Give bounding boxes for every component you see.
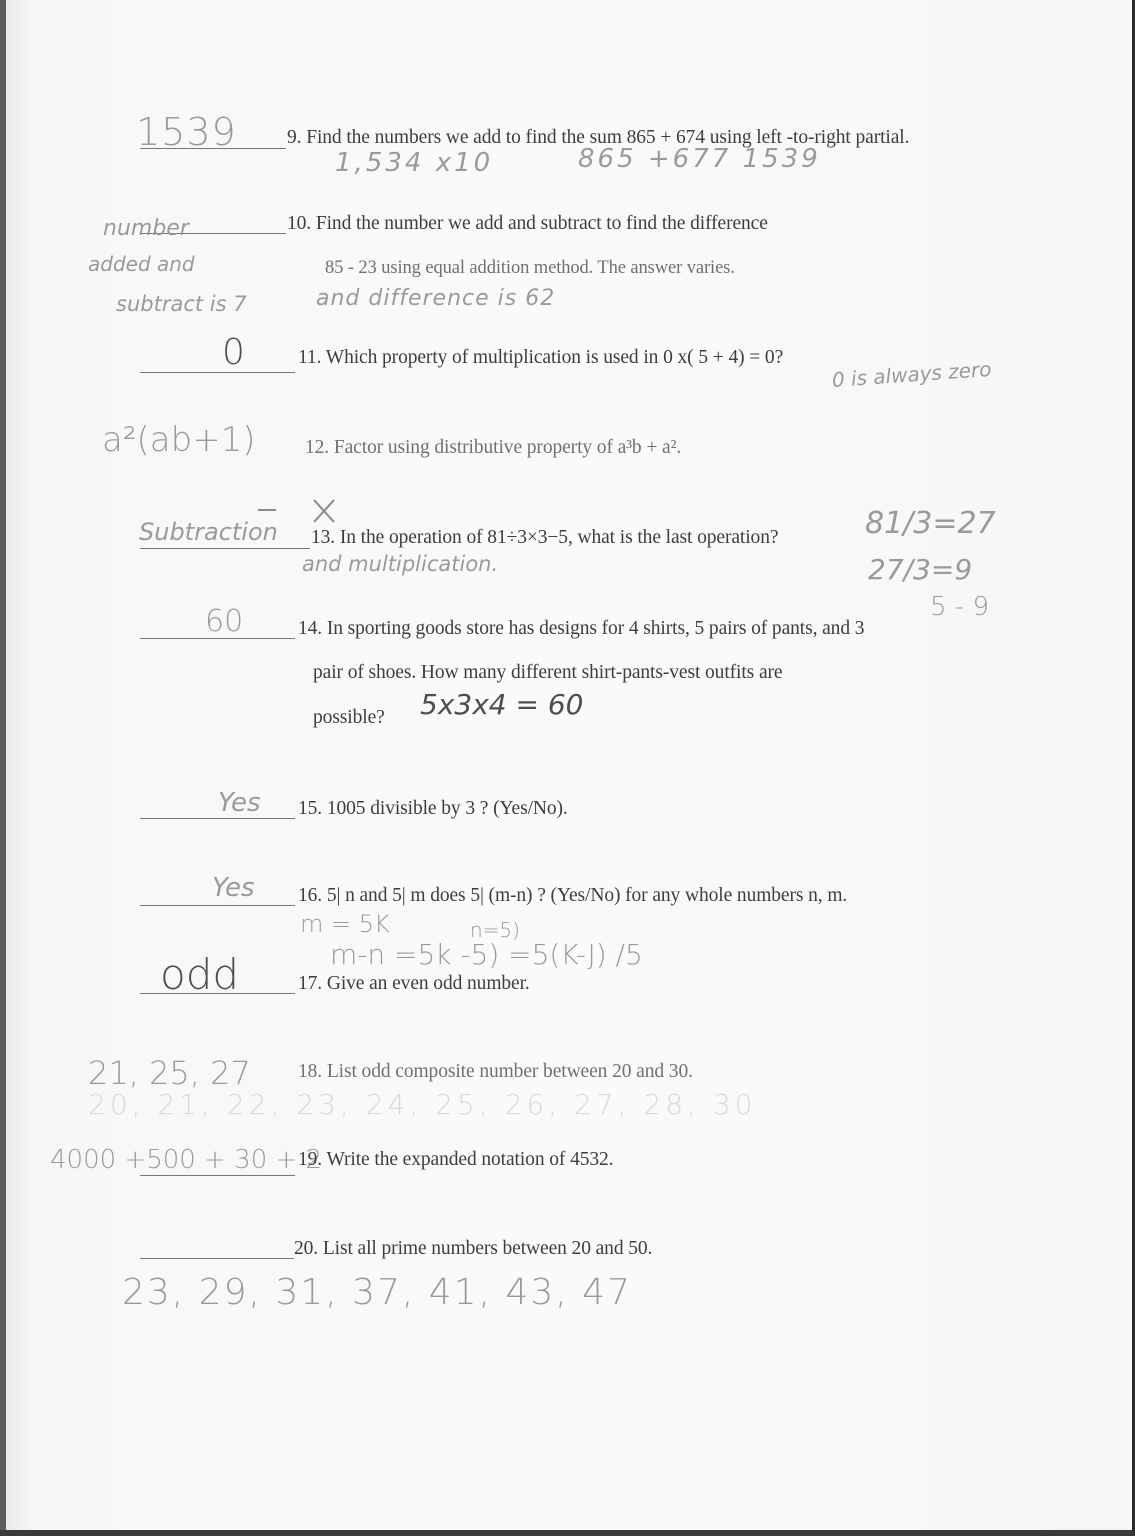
question-20: 20. List all prime numbers between 20 and 50. xyxy=(294,1238,653,1259)
answer-9: 1539 xyxy=(136,110,237,154)
work-16-a: m = 5K xyxy=(300,910,390,938)
question-18: 18. List odd composite number between 20 and 30. xyxy=(298,1061,693,1082)
answer-10-line3: subtract is 7 xyxy=(116,292,247,316)
question-9: 9. Find the numbers we add to find the sum 865 + 674 using left -to-right partial. xyxy=(287,127,910,148)
question-11: 11. Which property of multiplication is used in 0 x( 5 + 4) = 0? xyxy=(298,347,784,368)
answer-10-line2: added and xyxy=(88,252,195,276)
answer-13: Subtraction xyxy=(139,518,278,546)
answer-14: 60 xyxy=(205,604,244,639)
answer-19: 4000 +500 + 30 + 2 xyxy=(50,1145,323,1175)
question-19: 19. Write the expanded notation of 4532. xyxy=(298,1149,614,1170)
answer-20: 23, 29, 31, 37, 41, 43, 47 xyxy=(122,1272,632,1313)
question-13: 13. In the operation of 81÷3×3−5, what is the last operation? xyxy=(311,527,779,548)
work-18: 20, 21, 22, 23, 24, 25, 26, 27, 28, 30 xyxy=(88,1088,757,1121)
work-11: 0 is always zero xyxy=(831,356,993,392)
answer-11: 0 xyxy=(222,332,245,373)
question-10-line2: 85 - 23 using equal addition method. The answer varies. xyxy=(325,258,735,278)
answer-blank-16 xyxy=(140,905,295,906)
answer-blank-15 xyxy=(140,818,295,819)
question-12: 12. Factor using distributive property of a³b + a². xyxy=(305,437,682,458)
answer-15: Yes xyxy=(218,788,261,818)
work-13-b: 81/3=27 xyxy=(865,506,996,541)
answer-10-line4: and difference is 62 xyxy=(316,286,556,311)
answer-blank-11 xyxy=(140,372,295,373)
work-9-b: 865 +677 1539 xyxy=(578,144,821,174)
answer-12: a²(ab+1) xyxy=(102,420,256,460)
question-15: 15. 1005 divisible by 3 ? (Yes/No). xyxy=(298,798,568,819)
work-13-c: 27/3=9 xyxy=(868,553,973,586)
question-17: 17. Give an even odd number. xyxy=(298,973,530,994)
question-10-line1: 10. Find the number we add and subtract to find the difference xyxy=(287,213,768,234)
answer-10-line1: number xyxy=(103,216,189,241)
answer-17: odd xyxy=(160,950,240,999)
answer-blank-19 xyxy=(140,1175,295,1176)
work-9-a: 1,534 x10 xyxy=(335,148,494,178)
question-14-line2: pair of shoes. How many different shirt-pants-vest outfits are xyxy=(313,662,783,683)
answer-16: Yes xyxy=(212,873,255,903)
answer-18: 21, 25, 27 xyxy=(88,1054,251,1092)
work-13-d: 5 - 9 xyxy=(930,592,989,622)
question-14-line1: 14. In sporting goods store has designs for 4 shirts, 5 pairs of pants, and 3 xyxy=(298,618,865,639)
work-14: 5x3x4 = 60 xyxy=(420,688,584,721)
question-16: 16. 5| n and 5| m does 5| (m-n) ? (Yes/No) for any whole numbers n, m. xyxy=(298,885,848,906)
answer-blank-20 xyxy=(140,1258,294,1259)
answer-blank-13 xyxy=(140,548,310,549)
work-16-b: n=5) xyxy=(470,918,520,942)
work-16-c: m-n =5k -5) =5(K-J) /5 xyxy=(330,938,643,971)
question-14-line3: possible? xyxy=(313,707,385,728)
work-13-a: and multiplication. xyxy=(302,552,499,576)
